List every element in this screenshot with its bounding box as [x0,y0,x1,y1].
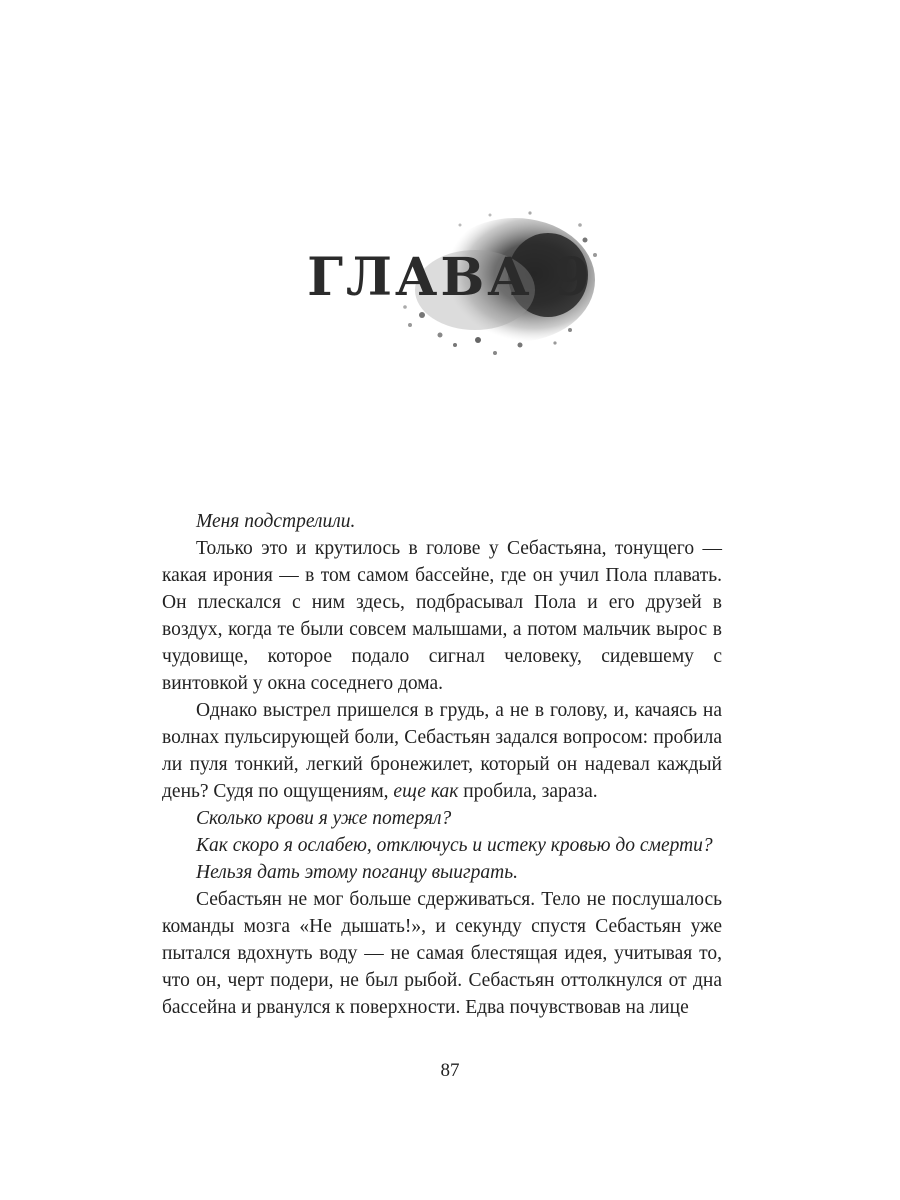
emphasized-text: еще как [393,781,459,802]
page-number: 87 [440,1060,460,1081]
paragraph: Нельзя дать этому поганцу выиграть. [196,862,518,883]
chapter-title: ГЛАВА 9 [307,247,593,308]
paragraph-text: пробила, зараза. [458,781,598,802]
paragraph: Меня подстрелили. [196,511,356,532]
paragraph: Только это и крутилось в голове у Себастьяна, тонущего — какая ирония — в том самом бассейне, где он учил Пола плавать. Он плескался с ним здесь, подбрасывал Пола и его друзей в воздух, когда те были совсем малышами, а потом мальчик вырос в чудовище, которое подало сигнал человеку, сидевшему с винтовкой у окна соседнего дома. [162,538,722,694]
paragraph: Себастьян не мог больше сдерживаться. Тело не послушалось команды мозга «Не дышать!», и секунду спустя Себастьян уже пытался вдохнуть воду — не самая блестящая идея, учитывая то, что он, черт подери, не был рыбой. Себастьян оттолкнулся от дна бассейна и рванулся к поверхности. Едва почувствовав на лице [162,889,722,1018]
chapter-body-text [162,508,722,1021]
paragraph-text: Однако выстрел пришелся в грудь, а не в голову, и, качаясь на волнах пульсирующей боли, Себастьян задался вопросом: пробила ли пуля тонкий, легкий бронежилет, который он надевал каждый день? Судя по ощущениям, [162,700,722,802]
paragraph [162,697,722,805]
paragraph: Сколько крови я уже потерял? [196,808,452,829]
paragraph: Как скоро я ослабею, отключусь и истеку кровью до смерти? [196,835,713,856]
